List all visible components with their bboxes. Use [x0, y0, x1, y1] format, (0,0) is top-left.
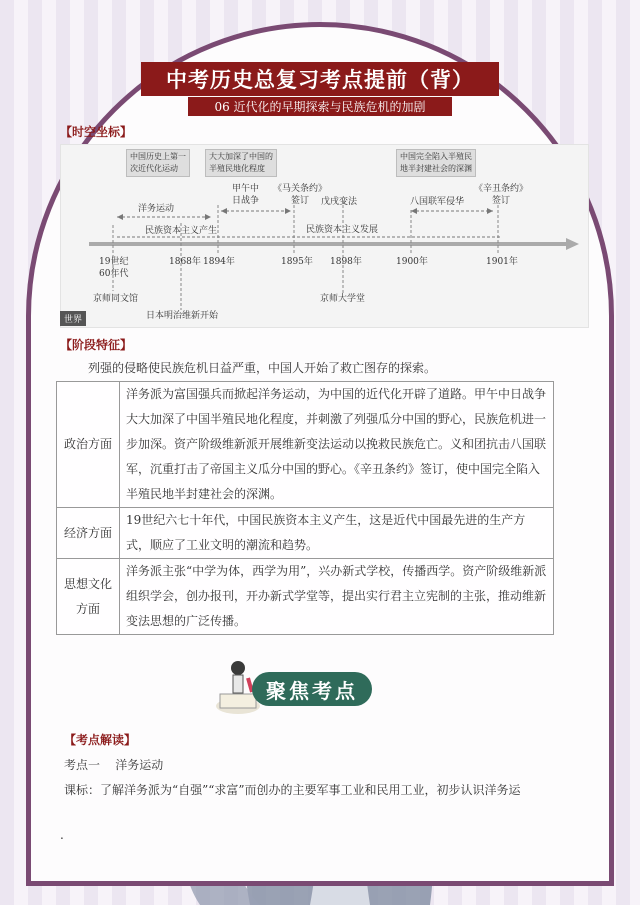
event-jiawu: 甲午中 日战争 [232, 184, 260, 206]
event-jingshi-tongwenguan: 京师同文馆 [93, 294, 139, 304]
kd-standard-text: 课标：了解洋务派为“自强”“求富”而创办的主要军事工业和民用工业，初步认识洋务运 [64, 783, 521, 797]
year-1898: 1898年 [330, 257, 362, 267]
trailing-dot: . [60, 828, 64, 842]
table-row [57, 559, 554, 635]
year-1895: 1895年 [281, 257, 313, 267]
table-row [57, 508, 554, 559]
kd-point-title: 考点一 洋务运动 [64, 758, 164, 772]
year-1901: 1901年 [486, 257, 518, 267]
timeline-box-semicolony: 大大加深了中国的 半殖民地化程度 [205, 149, 277, 177]
section-timeline-label: 【时空坐标】 [60, 125, 133, 139]
event-capital-developed: 民族资本主义发展 [306, 225, 379, 235]
event-daxuetang: 京师大学堂 [320, 294, 366, 304]
section-stage-label: 【阶段特征】 [60, 338, 133, 352]
stage-intro: 列强的侵略使民族危机日益严重，中国人开始了救亡图存的探索。 [88, 361, 437, 375]
event-wuxu: 戊戌变法 [321, 197, 358, 207]
event-capital-produced: 民族资本主义产生 [145, 226, 218, 236]
page-title: 中考历史总复习考点提前（背） [141, 62, 499, 96]
focus-title: 聚焦考点 [252, 672, 372, 706]
table-row [57, 382, 554, 508]
row-head-politics: 政治方面 [57, 382, 120, 508]
world-tag: 世界 [60, 311, 86, 326]
row-body-politics: 洋务派为富国强兵而掀起洋务运动，为中国的近代化开辟了道路。甲午中日战争大大加深了中国半殖民地化程度，并刺激了列强瓜分中国的野心，民族危机进一步加深。资产阶级维新派开展维新变法运动以挽救民族危亡。义和团抗击八国联军，沉重打击了帝国主义瓜分中国的野心。《辛丑条约》签订，使中国完全陷入半殖民地半封建社会的深渊。 [120, 382, 554, 508]
row-head-culture: 思想文化方面 [57, 559, 120, 635]
event-xinchou: 《辛丑条约》 签订 [474, 184, 529, 206]
year-1860s: 19世纪 60年代 [99, 257, 129, 279]
page-subtitle: 06 近代化的早期探索与民族危机的加剧 [188, 97, 452, 116]
year-1900: 1900年 [396, 257, 428, 267]
timeline-box-abyss: 中国完全陷入半殖民 地半封建社会的深渊 [396, 149, 476, 177]
focus-banner-group [212, 658, 374, 716]
event-baguo: 八国联军侵华 [410, 197, 465, 207]
event-yangwu: 洋务运动 [138, 204, 175, 214]
event-maguan: 《马关条约》 签订 [273, 184, 328, 206]
timeline-box-first-modernization: 中国历史上第一 次近代化运动 [126, 149, 190, 177]
event-meiji: 日本明治维新开始 [146, 311, 219, 321]
section-kd-label: 【考点解读】 [64, 733, 137, 747]
row-body-economy: 19世纪六七十年代，中国民族资本主义产生，这是近代中国最先进的生产方式，顺应了工业文明的潮流和趋势。 [120, 508, 554, 559]
stage-feature-table [56, 381, 554, 635]
row-body-culture: 洋务派主张“中学为体，西学为用”，兴办新式学校，传播西学。资产阶级维新派组织学会，创办报刊，开办新式学堂等，提出实行君主立宪制的主张，推动维新变法思想的广泛传播。 [120, 559, 554, 635]
year-1868: 1868年 [169, 257, 201, 267]
year-1894: 1894年 [203, 257, 235, 267]
row-head-economy: 经济方面 [57, 508, 120, 559]
